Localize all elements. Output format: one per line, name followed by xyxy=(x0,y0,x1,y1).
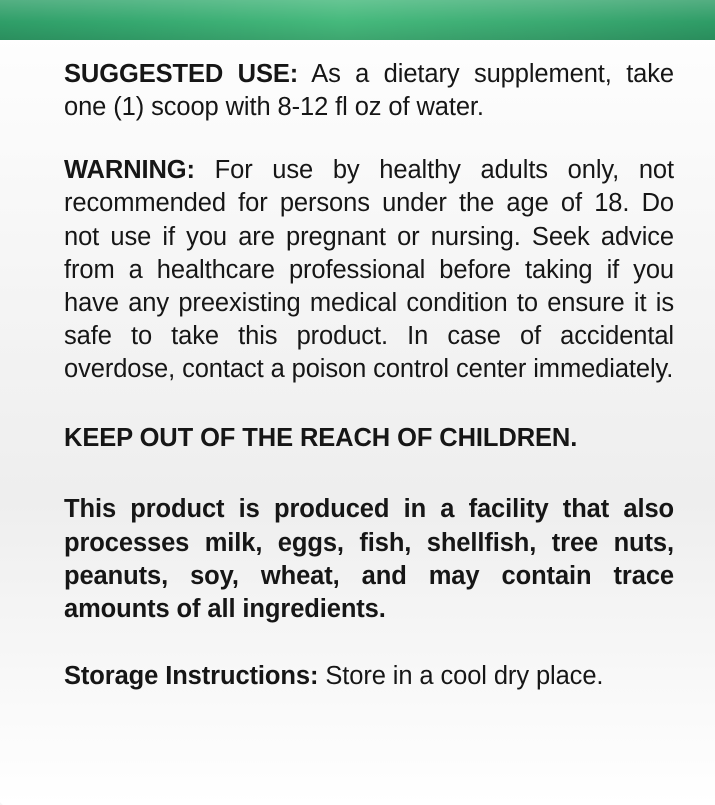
label-text-content xyxy=(0,40,715,693)
warning-heading: WARNING: xyxy=(64,156,195,185)
suggested-use-heading: SUGGESTED USE: xyxy=(64,60,299,88)
top-accent-bar-gloss xyxy=(0,0,715,40)
storage-instructions-paragraph xyxy=(64,660,674,693)
allergen-facility-statement: This product is produced in a facility that also processes milk, eggs, fish, shellfish, tree nuts, peanuts, soy, wheat, and may contain trace amounts of all ingredients. xyxy=(64,495,674,623)
suggested-use-paragraph xyxy=(64,58,674,124)
warning-paragraph xyxy=(64,154,674,386)
storage-instructions-heading: Storage Instructions: xyxy=(64,661,319,690)
suggested-use-body: As a dietary supplement, take one (1) scoop with 8-12 fl oz of water. xyxy=(64,60,674,122)
keep-out-of-reach-statement: KEEP OUT OF THE REACH OF CHILDREN. xyxy=(64,424,578,453)
warning-body: For use by healthy adults only, not recommended for persons under the age of 18. Do not use if you are pregnant or nursing. Seek advice from a healthcare professional before taking if you have any preexisting medical condition to ensure it is safe to take this product. In case of accidental overdose, contact a poison control center immediately. xyxy=(64,156,674,384)
storage-instructions-body: Store in a cool dry place. xyxy=(318,661,604,690)
top-accent-bar xyxy=(0,0,715,40)
